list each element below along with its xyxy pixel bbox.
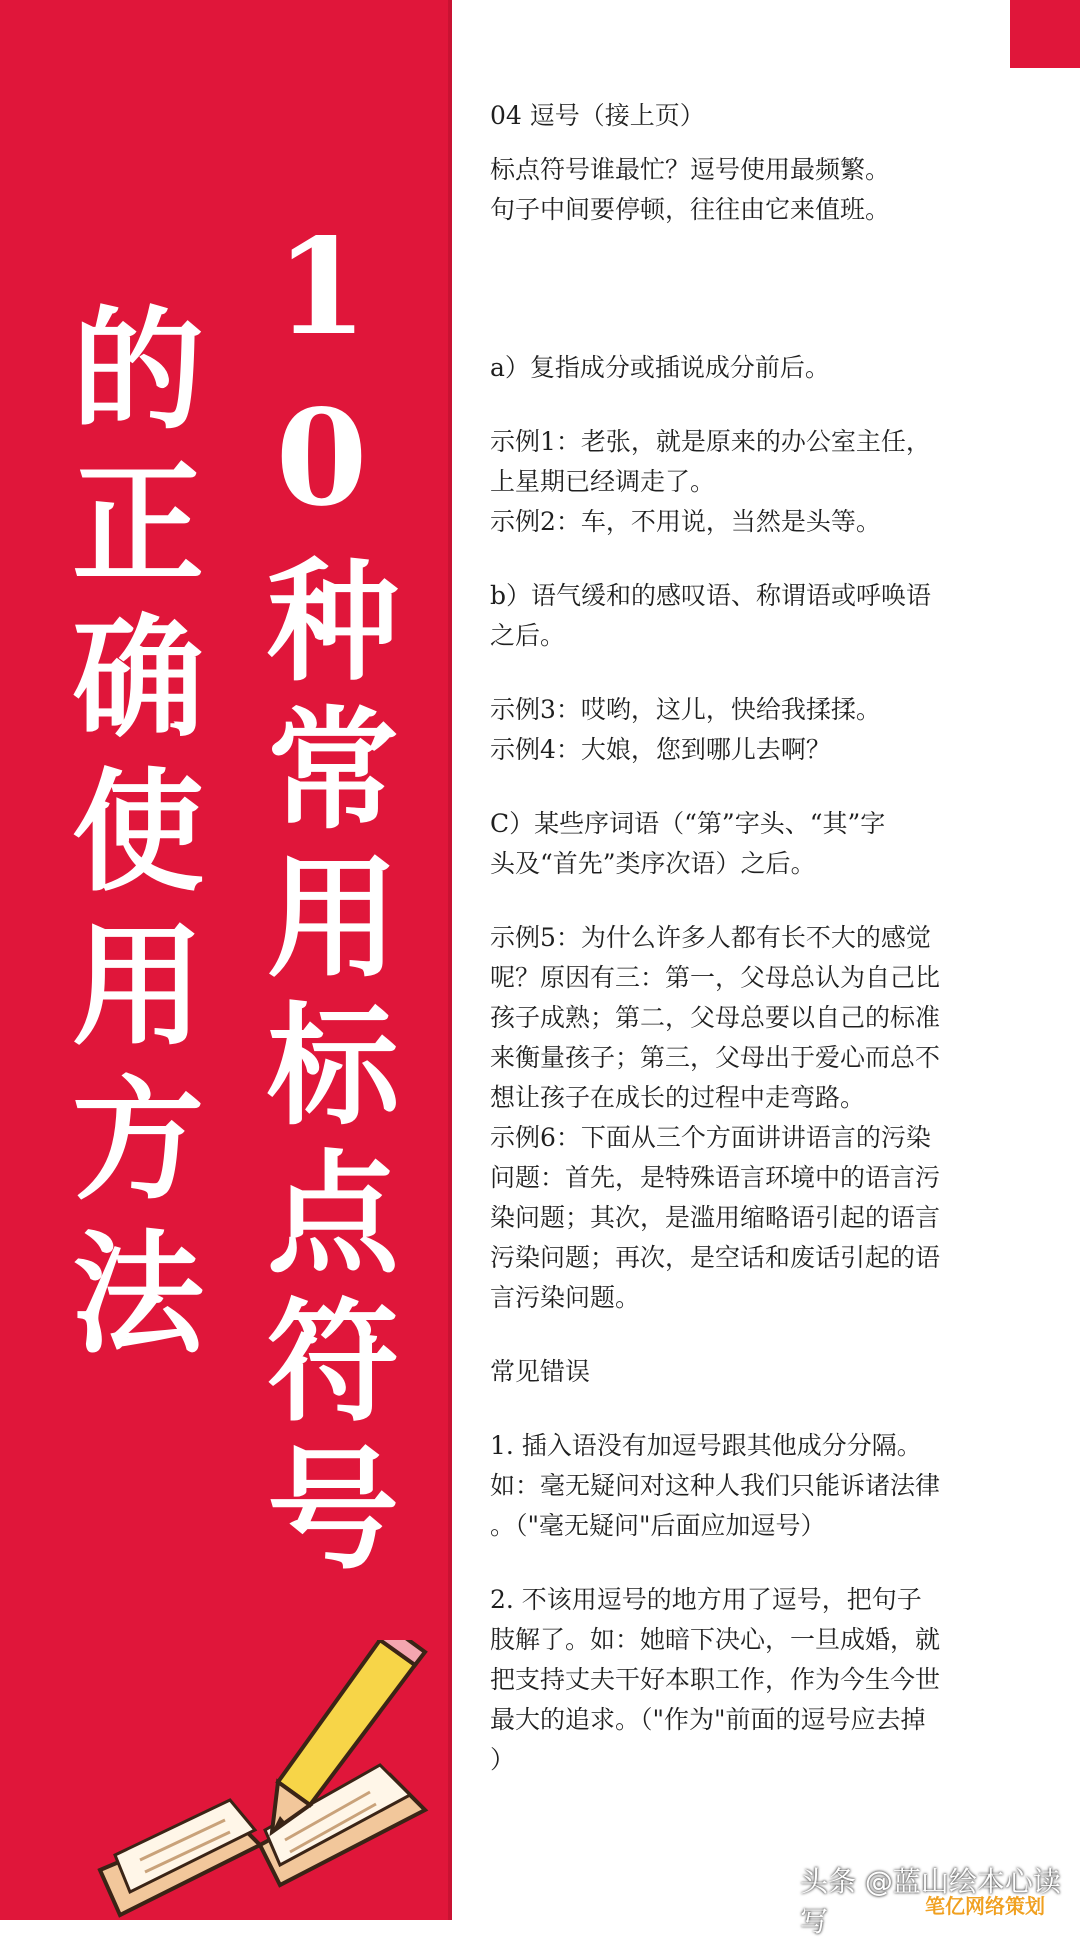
error-item-2: 2. 不该用逗号的地方用了逗号，把句子 肢解了。如：她暗下决心，一旦成婚，就 把支持丈夫干好本职工作，作为今生今世 最大的追求。（"作为"前面的逗号应去掉 ） [490,1585,941,1774]
banner-edge [448,0,452,1920]
title-right-column: 10种常用标点符号 [244,210,399,1588]
rule-b: b）语气缓和的感叹语、称谓语或呼唤语 之后。 [490,581,932,650]
examples-a: 示例1：老张，就是原来的办公室主任， 上星期已经调走了。 示例2：车，不用说，当然是头等。 [490,427,931,536]
article-body [490,96,1050,1780]
section-heading: 04 逗号（接上页） [490,101,705,130]
corner-decoration [1010,0,1080,68]
errors-heading: 常见错误 [490,1357,591,1386]
error-item-1: 1. 插入语没有加逗号跟其他成分分隔。 如：毫无疑问对这种人我们只能诉诸法律 。（"毫无疑问"后面应加逗号） [490,1431,941,1540]
book-pencil-illustration [80,1640,440,1920]
rule-a: a）复指成分或插说成分前后。 [490,353,830,382]
watermark: 头条 @蓝山绘本心读写 [800,1865,1061,1938]
site-watermark: 笔亿网络策划 [925,1894,1045,1918]
book-icon [100,1765,425,1915]
examples-c: 示例5：为什么许多人都有长不大的感觉 呢？原因有三：第一，父母总认为自己比 孩子成熟；第二，父母总要以自己的标准 来衡量孩子；第三，父母出于爱心而总不 想让孩子在成长的过程中走弯路。 示例6：下面从三个方面讲讲语言的污染 问题：首先，是特殊语言环境中的语言污 染问题；其次，是滥用缩略语引起的语言 污染问题；再次，是空话和废话引起的语 言污染问题。 [490,923,941,1312]
rule-c: C）某些序词语（“第”字头、“其”字 头及“首先”类序次语）之后。 [490,809,886,878]
examples-b: 示例3：哎哟，这儿，快给我揉揉。 示例4：大娘，您到哪儿去啊？ [490,695,881,764]
intro-paragraph: 标点符号谁最忙？逗号使用最频繁。 句子中间要停顿，往往由它来值班。 [490,155,891,224]
title-left-column: 的正确使用方法 [49,300,204,1378]
